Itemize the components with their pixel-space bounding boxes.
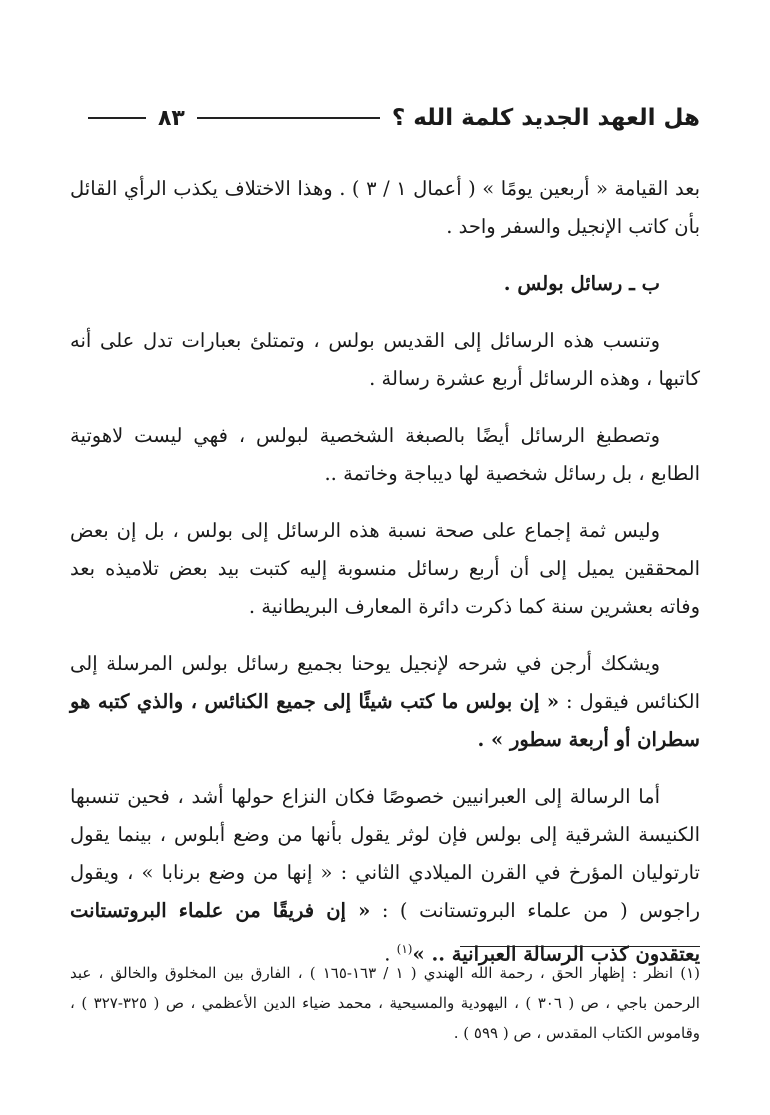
header-rule-short	[88, 117, 146, 119]
footnote-text: (١) انظر : إظهار الحق ، رحمة الله الهندي ( ١ / ١٦٣-١٦٥ ) ، الفارق بين المخلوق والخالق ، عبد الرحمن باجي ، ص ( ٣٠٦ ) ، اليهودية والمسيحية ، محمد ضياء الدين الأعظمي ، ص ( ٣٢٥-٣٢٧ ) ، وقاموس الكتاب المقدس ، ص ( ٥٩٩ ) .	[70, 964, 701, 1042]
section-heading: ب ـ رسائل بولس .	[503, 272, 660, 295]
footnotes	[70, 958, 700, 1048]
quoted-text: « إن فريقًا من علماء البروتستانت يعتقدون كذب الرسالة العبرانية .. »	[70, 899, 700, 966]
header-rule	[197, 117, 380, 119]
running-header	[88, 98, 700, 138]
footnote-reference[interactable]: (١)	[396, 942, 413, 956]
paragraph-lead: ويشكك أرجن في شرحه لإنجيل يوحنا بجميع رسائل بولس المرسلة إلى الكنائس فيقول :	[70, 652, 701, 713]
paragraph-tail: .	[384, 942, 397, 966]
paragraph	[70, 778, 700, 974]
paragraph: وتنسب هذه الرسائل إلى القديس بولس ، وتمتلئ بعبارات تدل على أنه كاتبها ، وهذه الرسائل أربع عشرة رسالة .	[70, 329, 700, 390]
quoted-text: « إن بولس ما كتب شيئًا إلى جميع الكنائس ، والذي كتبه هو سطران أو أربعة سطور » .	[70, 690, 700, 751]
main-text	[70, 170, 700, 993]
footnote-separator	[460, 946, 700, 947]
paragraph	[70, 645, 700, 759]
paragraph: وليس ثمة إجماع على صحة نسبة هذه الرسائل إلى بولس ، بل إن بعض المحققين يميل إلى أن أربع رسائل منسوبة إليه كتبت بيد بعض تلاميذه بعد وفاته بعشرين سنة كما ذكرت دائرة المعارف البريطانية .	[70, 519, 700, 618]
paragraph: بعد القيامة « أربعين يومًا » ( أعمال ١ / ٣ ) . وهذا الاختلاف يكذب الرأي القائل بأن كاتب الإنجيل والسفر واحد .	[70, 177, 701, 238]
paragraph-lead: أما الرسالة إلى العبرانيين خصوصًا فكان النزاع حولها أشد ، فحين تنسبها الكنيسة الشرقية إلى بولس فإن لوثر يقول بأنها من وضع أبلوس ، بينما يقول تارتوليان المؤرخ في القرن الميلادي الثاني : « إنها من وضع برنابا » ، ويقول راجوس ( من علماء البروتستانت ) :	[70, 785, 700, 922]
running-title: هل العهد الجديد كلمة الله ؟	[391, 105, 700, 131]
page-number: ٨٣	[158, 105, 185, 131]
paragraph: وتصطبغ الرسائل أيضًا بالصبغة الشخصية لبولس ، فهي ليست لاهوتية الطابع ، بل رسائل شخصية لها ديباجة وخاتمة ..	[70, 424, 700, 485]
